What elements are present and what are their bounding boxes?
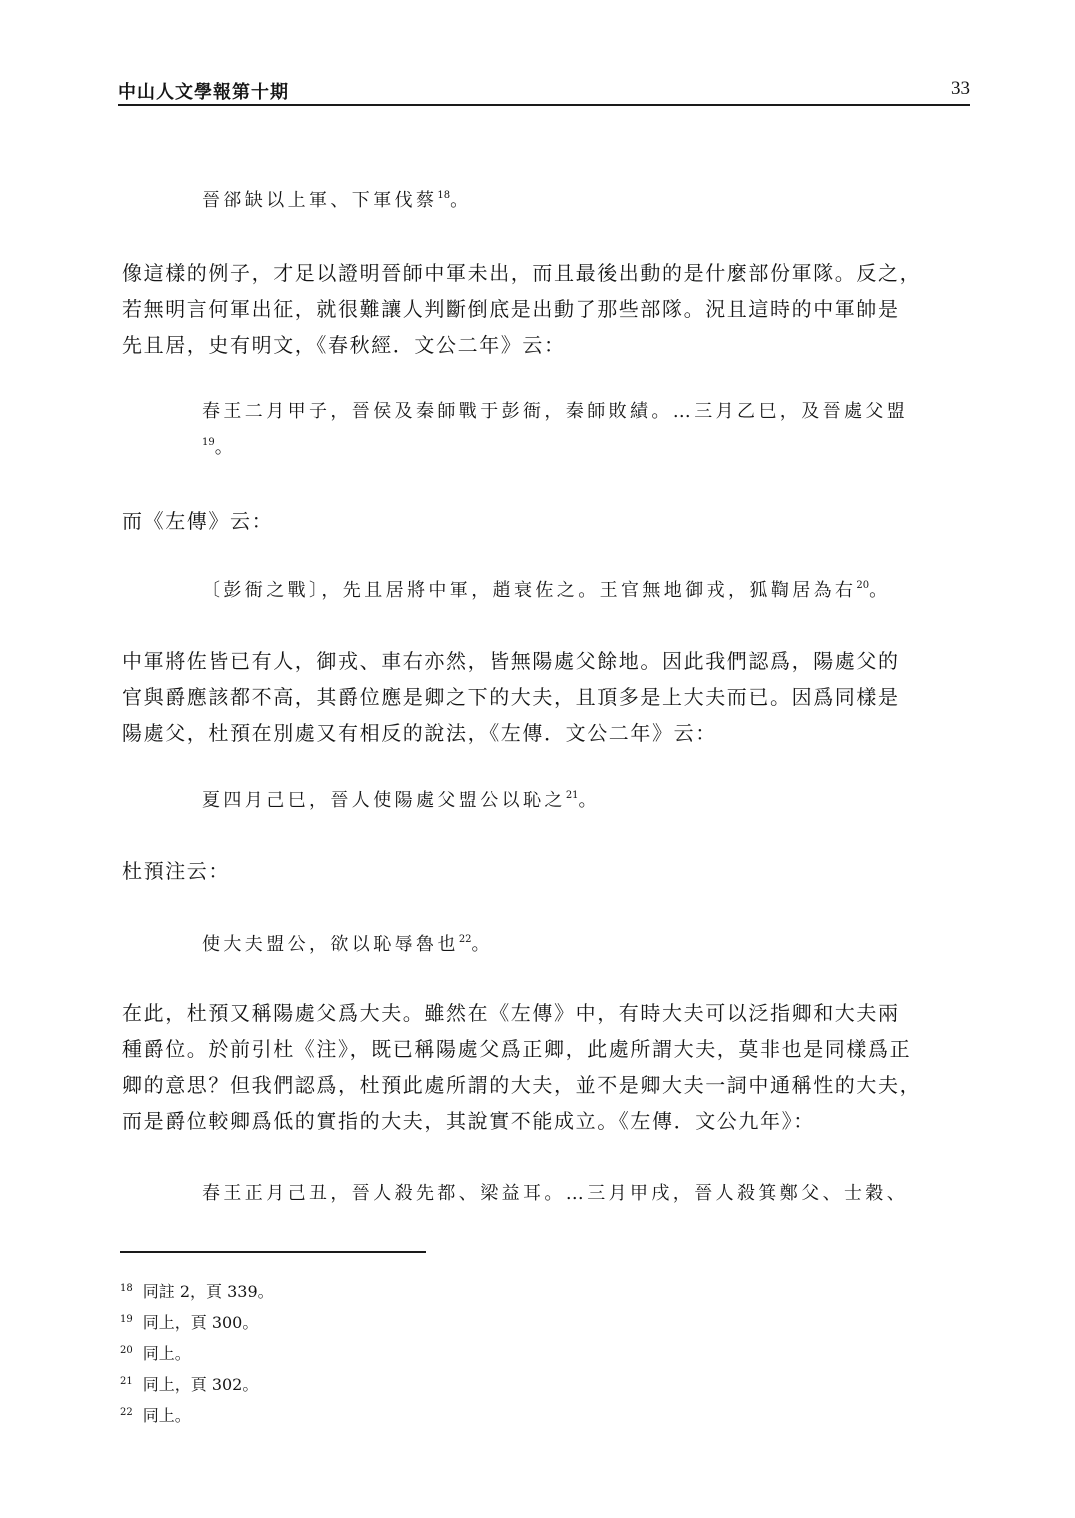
quote-text: 晉郤缺以上軍、下軍伐蔡 (202, 190, 438, 211)
body-paragraph-4 (122, 853, 970, 889)
block-quote-5: 使大夫盟公，欲以恥辱魯也$^{22}$。 (202, 934, 493, 955)
text-line: 杜預注云： (122, 859, 230, 883)
body-paragraph-1 (122, 255, 970, 363)
footnote-item (120, 1369, 620, 1400)
page-number: 33 (951, 78, 970, 99)
text-line: 中軍將佐皆已有人，御戎、車右亦然，皆無陽處父餘地。因此我們認爲，陽處父的 (122, 649, 900, 673)
text-line: 而是爵位較卿爲低的實指的大夫，其說實不能成立。《左傳．文公九年》： (122, 1109, 815, 1133)
footnote-number: 21 (120, 1376, 133, 1387)
block-quote-3: 〔彭衙之戰〕，先且居將中軍，趙衰佐之。王官無地御戎，狐鞫居為右$^{20}$。 (202, 580, 891, 601)
footnote-ref[interactable]: 19 (202, 437, 215, 448)
footnote-ref[interactable]: 18 (437, 190, 451, 201)
footnote-number: 19 (120, 1314, 133, 1325)
quote-text: 〔彭衙之戰〕，先且居將中軍，趙衰佐之。王官無地御戎，狐鞫居為右 (202, 580, 857, 601)
quote-text: 春王二月甲子，晉侯及秦師戰于彭衙，秦師敗績。…三月乙巳，及晉處父盟 (202, 401, 909, 422)
block-quote-1: 晉郤缺以上軍、下軍伐蔡$^{18}$。 (202, 190, 472, 211)
text-line: 若無明言何軍出征，就很難讓人判斷倒底是出動了那些部隊。況且這時的中軍帥是 (122, 297, 900, 321)
footnote-text: 同上，頁 300。 (142, 1313, 259, 1332)
text-line: 先且居，史有明文，《春秋經．文公二年》云： (122, 333, 566, 357)
footnotes (120, 1276, 620, 1431)
footnote-ref[interactable]: 21 (565, 790, 579, 801)
footnote-number: 22 (120, 1407, 133, 1418)
body-paragraph-3 (122, 643, 970, 751)
footnote-item (120, 1400, 620, 1431)
body-paragraph-2 (122, 503, 970, 539)
text-line: 陽處父，杜預在別處又有相反的說法，《左傳．文公二年》云： (122, 721, 717, 745)
block-quote-2: 春王二月甲子，晉侯及秦師戰于彭衙，秦師敗績。…三月乙巳，及晉處父盟 $^{19}$。 (202, 394, 972, 466)
footnote-number: 18 (120, 1283, 133, 1294)
footnote-text: 同註 2，頁 339。 (142, 1282, 274, 1301)
footnote-item (120, 1307, 620, 1338)
text-line: 在此，杜預又稱陽處父爲大夫。雖然在《左傳》中，有時大夫可以泛指卿和大夫兩 (122, 1001, 900, 1025)
footnote-separator (120, 1251, 426, 1253)
text-line: 官與爵應該都不高，其爵位應是卿之下的大夫，且頂多是上大夫而已。因爲同樣是 (122, 685, 900, 709)
footnote-item (120, 1338, 620, 1369)
quote-text: 春王正月己丑，晉人殺先都、梁益耳。…三月甲戌，晉人殺箕鄭父、士穀、 (202, 1183, 909, 1204)
body-paragraph-5 (122, 995, 970, 1139)
footnote-ref[interactable]: 22 (458, 934, 472, 945)
footnote-text: 同上。 (142, 1344, 191, 1363)
block-quote-6 (202, 1176, 972, 1212)
quote-text: 夏四月己巳，晉人使陽處父盟公以恥之 (202, 790, 566, 811)
footnote-text: 同上，頁 302。 (142, 1375, 259, 1394)
quote-text: 使大夫盟公，欲以恥辱魯也 (202, 934, 459, 955)
footnote-text: 同上。 (142, 1406, 191, 1425)
footnote-number: 20 (120, 1345, 133, 1356)
text-line: 卿的意思？但我們認爲，杜預此處所謂的大夫，並不是卿大夫一詞中通稱性的大夫， (122, 1073, 922, 1097)
text-line: 像這樣的例子，才足以證明晉師中軍未出，而且最後出動的是什麼部份軍隊。反之， (122, 261, 922, 285)
running-header (118, 76, 970, 104)
text-line: 種爵位。於前引杜《注》，既已稱陽處父爲正卿，此處所謂大夫，莫非也是同樣爲正 (122, 1037, 912, 1061)
journal-title: 中山人文學報第十期 (118, 82, 289, 103)
text-line: 而《左傳》云： (122, 509, 274, 533)
block-quote-4: 夏四月己巳，晉人使陽處父盟公以恥之$^{21}$。 (202, 790, 600, 811)
footnote-ref[interactable]: 20 (856, 580, 870, 591)
header-rule (118, 104, 970, 106)
footnote-item (120, 1276, 620, 1307)
